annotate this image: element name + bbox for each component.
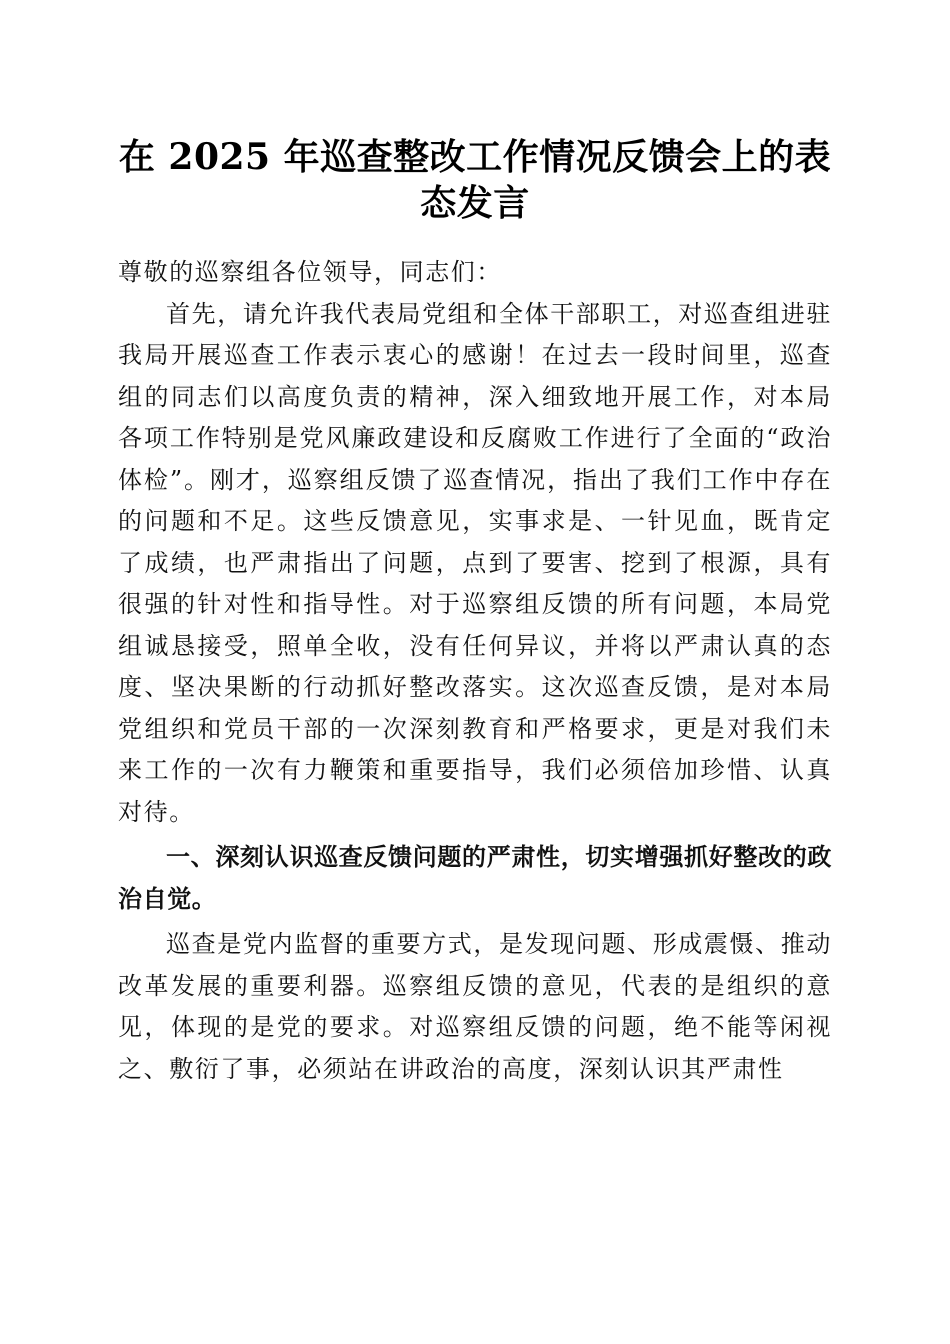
paragraph-opening: 首先，请允许我代表局党组和全体干部职工，对巡查组进驻我局开展巡查工作表示衷心的感谢！在过去一段时间里，巡查组的同志们以高度负责的精神，深入细致地开展工作，对本局各项工作特别是党风廉政建设和反腐败工作进行了全面的“政治体检”。刚才，巡察组反馈了巡查情况，指出了我们工作中存在的问题和不足。这些反馈意见，实事求是、一针见血，既肯定了成绩，也严肃指出了问题，点到了要害、挖到了根源，具有很强的针对性和指导性。对于巡察组反馈的所有问题，本局党组诚恳接受，照单全收，没有任何异议，并将以严肃认真的态度、坚决果断的行动抓好整改落实。这次巡查反馈，是对本局党组织和党员干部的一次深刻教育和严格要求，更是对我们未来工作的一次有力鞭策和重要指导，我们必须倍加珍惜、认真对待。: [118, 299, 832, 826]
paragraph-section-1: 巡查是党内监督的重要方式，是发现问题、形成震慑、推动改革发展的重要利器。巡察组反馈的意见，代表的是组织的意见，体现的是党的要求。对巡察组反馈的问题，绝不能等闲视之、敷衍了事，必须站在讲政治的高度，深刻认识其严肃性: [118, 930, 832, 1083]
document-title: 在 2025 年巡查整改工作情况反馈会上的表态发言: [118, 136, 832, 224]
section-heading-1: 一、深刻认识巡查反馈问题的严肃性，切实增强抓好整改的政治自觉。: [118, 843, 832, 913]
document-body: [118, 252, 832, 1090]
salutation: 尊敬的巡察组各位领导，同志们：: [118, 258, 502, 286]
